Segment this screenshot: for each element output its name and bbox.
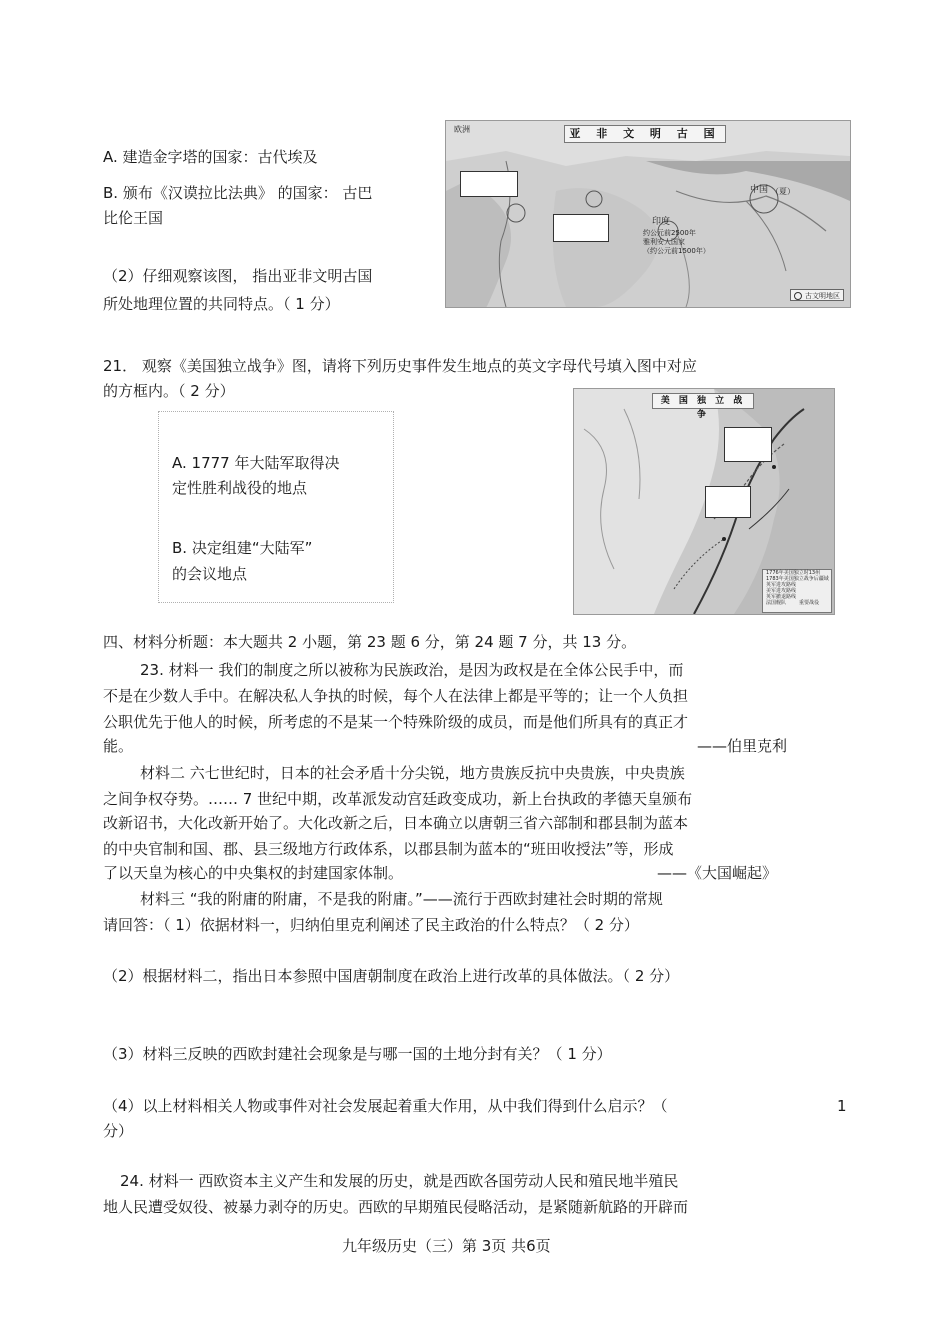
map2-legend-item: 美军进攻路线 bbox=[766, 588, 797, 594]
q23-material2-line4: 的中央官制和国、郡、县三级地方行政体系，以郡县制为蓝本的“班田收授法”等，形成 bbox=[103, 840, 674, 858]
q23-material1-line2: 不是在少数人手中。在解决私人争执的时候，每个人在法律上都是平等的；让一个人负担 bbox=[103, 687, 689, 705]
map2-answer-box-1[interactable] bbox=[724, 427, 772, 462]
map1-label-india: 印度 bbox=[652, 217, 671, 227]
map1-label-india-sub3: （约公元前1500年） bbox=[643, 247, 710, 255]
q23-material3: 材料三 “我的附庸的附庸，不是我的附庸。”——流行于西欧封建社会时期的常规 bbox=[140, 890, 663, 908]
map1-label-china: 中国 bbox=[750, 185, 769, 195]
map2-legend-item: 1776年美国独立时13州 bbox=[766, 570, 821, 576]
q23-question4-score: 1 bbox=[837, 1097, 847, 1115]
q24-material1-line1: 24. 材料一 西欧资本主义产生和发展的历史，就是西欧各国劳动人民和殖民地半殖民 bbox=[120, 1172, 679, 1190]
q23-material1-line4: 能。 bbox=[103, 737, 134, 755]
map1-label-china-sub: （夏） bbox=[771, 187, 795, 196]
map1-legend-text: 古文明地区 bbox=[805, 292, 840, 300]
q23-material1-line3: 公职优先于他人的时候，所考虑的不是某一个特殊阶级的成员，而是他们所具有的真正才 bbox=[103, 713, 689, 731]
q20-option-a: A. 建造金字塔的国家：古代埃及 bbox=[103, 148, 318, 166]
map1-corner-label: 欧洲 bbox=[454, 125, 470, 134]
q23-question4-line2: 分） bbox=[103, 1122, 134, 1140]
map-terrain bbox=[446, 121, 850, 307]
q24-material1-line2: 地人民遭受奴役、被暴力剥夺的历史。西欧的早期殖民侵略活动，是紧随新航路的开辟而 bbox=[103, 1198, 689, 1216]
map1-title: 亚 非 文 明 古 国 bbox=[564, 125, 726, 143]
q23-material2-source: ——《大国崛起》 bbox=[657, 864, 778, 882]
q20-part2-line1: （2）仔细观察该图， 指出亚非文明古国 bbox=[103, 267, 373, 285]
map1-answer-box-egypt[interactable] bbox=[460, 171, 518, 197]
q23-material2-line5: 了以天皇为核心的中央集权的封建国家体制。 bbox=[103, 864, 404, 882]
q23-question4-line1: （4）以上材料相关人物或事件对社会发展起着重大作用，从中我们得到什么启示？（ bbox=[103, 1097, 668, 1115]
q20-part2-line2: 所处地理位置的共同特点。（ 1 分） bbox=[103, 295, 340, 313]
section4-heading: 四、材料分析题：本大题共 2 小题，第 23 题 6 分，第 24 题 7 分，共 13 分。 bbox=[103, 633, 637, 651]
map1-label-india-sub2: 雅利安人国家 bbox=[643, 238, 685, 246]
q23-material2-line3: 改新诏书，大化改新开始了。大化改新之后，日本确立以唐朝三省六部制和郡县制为蓝本 bbox=[103, 814, 689, 832]
map2-legend-item: 重要战役 bbox=[799, 600, 820, 606]
q20-option-b-line1: B. 颁布《汉谟拉比法典》 的国家： 古巴 bbox=[103, 184, 373, 202]
map2-title: 美 国 独 立 战 争 bbox=[652, 393, 754, 409]
map2-legend-item: 1783年美国独立战争后疆域 bbox=[766, 576, 829, 582]
map2-legend-item: 英军进攻路线 bbox=[766, 582, 797, 588]
map2-legend bbox=[762, 569, 832, 613]
q21-line1: 21． 观察《美国独立战争》图，请将下列历史事件发生地点的英文字母代号填入图中对应 bbox=[103, 357, 697, 375]
q23-material2-line1: 材料二 六七世纪时，日本的社会矛盾十分尖锐，地方贵族反抗中央贵族，中央贵族 bbox=[140, 764, 685, 782]
map1-answer-box-babylon[interactable] bbox=[553, 214, 609, 242]
map2-legend-item: 英军撤退路线 bbox=[766, 594, 797, 600]
q23-question3: （3）材料三反映的西欧封建社会现象是与哪一国的土地分封有关？（ 1 分） bbox=[103, 1045, 612, 1063]
q21-line2: 的方框内。（ 2 分） bbox=[103, 382, 235, 400]
q23-material1-source: ——伯里克利 bbox=[697, 737, 788, 755]
q23-material2-line2: 之间争权夺势。…… 7 世纪中期，改革派发动宫廷政变成功，新上台执政的孝德天皇颁布 bbox=[103, 790, 693, 808]
q21-box-a-line1: A. 1777 年大陆军取得决 bbox=[172, 454, 340, 472]
q23-material1-line1: 23. 材料一 我们的制度之所以被称为民族政治，是因为政权是在全体公民手中，而 bbox=[140, 661, 684, 679]
map2-legend-item: 法国舰队 bbox=[766, 600, 787, 606]
map1-label-india-sub1: 约公元前2500年 bbox=[643, 229, 696, 237]
page-footer: 九年级历史（三）第 3页 共6页 bbox=[342, 1237, 551, 1255]
q21-box-a-line2: 定性胜利战役的地点 bbox=[172, 479, 308, 497]
q21-box-b-line2: 的会议地点 bbox=[172, 565, 248, 583]
q23-question1: 请回答：（ 1）依据材料一，归纳伯里克利阐述了民主政治的什么特点？（ 2 分） bbox=[103, 916, 639, 934]
q21-box-b-line1: B. 决定组建“大陆军” bbox=[172, 539, 313, 557]
asia-africa-civilization-map bbox=[445, 120, 851, 308]
q23-question2: （2）根据材料二，指出日本参照中国唐朝制度在政治上进行改革的具体做法。（ 2 分） bbox=[103, 967, 680, 985]
american-independence-war-map bbox=[573, 388, 835, 615]
legend-circle-icon bbox=[794, 292, 802, 300]
q20-option-b-line2: 比伦王国 bbox=[103, 209, 164, 227]
map2-answer-box-2[interactable] bbox=[705, 486, 751, 518]
